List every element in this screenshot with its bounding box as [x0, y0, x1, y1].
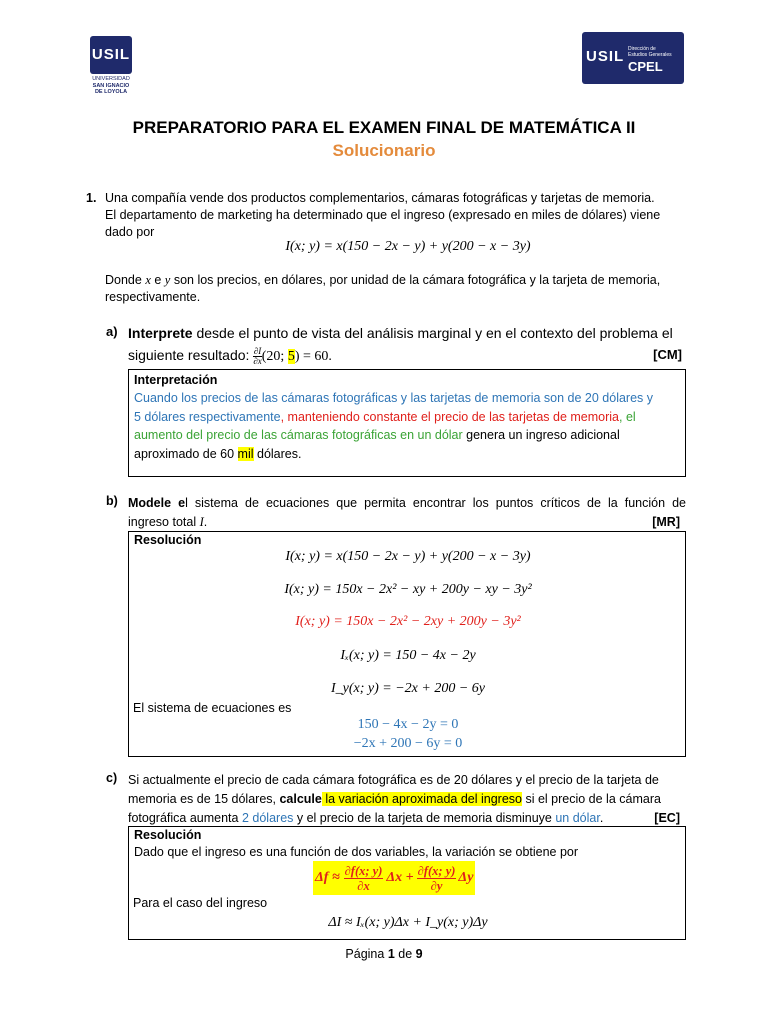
partial-derivative — [253, 347, 261, 366]
part-c-label: c) — [106, 771, 118, 785]
part-a-label: a) — [106, 324, 118, 339]
text-run: dólares. — [253, 446, 302, 461]
text-run: (20; — [261, 349, 288, 364]
usil-logo-left — [90, 36, 132, 74]
text-line: Cuando los precios de las cámaras fotográficas y las tarjetas de memoria son de 20 dólares y — [134, 391, 654, 405]
text-line — [128, 790, 686, 809]
text-line: El departamento de marketing ha determinado que el ingreso (expresado en miles de dólares) viene — [105, 208, 661, 222]
equation-highlighted: I(x; y) = 150x − 2x² − 2xy + 200y − 3y² — [295, 614, 521, 629]
text-line: respectivamente. — [105, 290, 201, 304]
page-footer — [0, 947, 768, 961]
part-b-label: b) — [106, 494, 118, 508]
part-a-statement — [128, 322, 688, 368]
text-run: un dólar — [555, 811, 600, 825]
text-run: e — [150, 273, 165, 287]
equation: I(x; y) = x(150 − 2x − y) + y(200 − x − 3y) — [285, 549, 531, 564]
text-line — [105, 272, 695, 289]
page-number: 1 — [387, 947, 395, 961]
text-line — [128, 494, 686, 513]
competency-tag: [EC] — [654, 811, 680, 825]
fraction-denominator: ∂x — [357, 878, 370, 893]
interpretation-text — [134, 389, 680, 463]
text-run: l sistema de ecuaciones que permita encontrar los puntos críticos de la función de — [185, 496, 686, 510]
text-run: si el precio de la cámara — [521, 792, 661, 806]
footer-text: de — [394, 947, 416, 961]
text-run: genera un ingreso adicional — [462, 428, 620, 442]
variables-description — [105, 272, 695, 306]
formula-term: Δy — [458, 870, 474, 885]
fraction-denominator: ∂y — [430, 878, 443, 893]
text-run: 5 dólares respectivamente — [134, 409, 281, 424]
box-title: Resolución — [134, 828, 202, 842]
highlighted-word: mil — [237, 446, 254, 461]
system-label: El sistema de ecuaciones es — [133, 701, 292, 715]
problem-number: 1. — [86, 191, 97, 205]
page-title: PREPARATORIO PARA EL EXAMEN FINAL DE MATEMÁTICA II — [132, 118, 636, 137]
highlighted-phrase: la variación aproximada del ingreso — [321, 792, 522, 806]
income-formula: I(x; y) = x(150 − 2x − y) + y(200 − x − 3y) — [285, 239, 531, 254]
fraction-denominator: ∂x — [253, 355, 262, 366]
text-run: . — [203, 515, 208, 529]
text-run: siguiente resultado: — [128, 347, 254, 363]
competency-tag: [CM] — [653, 347, 682, 362]
text-line: Dado que el ingreso es una función de dos variables, la variación se obtiene por — [134, 845, 579, 859]
text-run: y el precio de la tarjeta de memoria disminuye — [293, 811, 556, 825]
part-b-statement — [128, 494, 686, 532]
problem-text — [105, 190, 690, 241]
box-title: Resolución — [134, 533, 202, 547]
text-run: ingreso total — [128, 515, 200, 529]
instruction-verb: Modele e — [128, 496, 186, 510]
fraction-numerator: ∂f(x; y) — [417, 863, 456, 878]
fraction — [417, 864, 457, 893]
math-expression — [262, 349, 332, 364]
logo-caption-line: DE LOYOLA — [94, 89, 128, 95]
text-run: aproximado de 60 — [134, 446, 238, 461]
text-line — [134, 445, 680, 464]
text-line: dado por — [105, 225, 155, 239]
box-title: Interpretación — [134, 373, 218, 387]
math-var: y — [164, 273, 171, 287]
text-line — [134, 408, 680, 427]
case-label: Para el caso del ingreso — [133, 896, 268, 910]
text-run: , manteniendo constante el precio de las tarjetas de memoria — [280, 409, 619, 424]
math-var: I — [199, 515, 204, 529]
logo-name: CPEL — [628, 59, 663, 74]
logo-small-text: Dirección de — [628, 46, 656, 52]
text-line — [128, 344, 688, 368]
logo-caption-line: SAN IGNACIO — [92, 82, 130, 89]
logo-mark: USIL — [91, 46, 131, 63]
text-run: ) = 60. — [294, 349, 332, 364]
logo-caption-line: UNIVERSIDAD — [92, 76, 130, 82]
total-differential-formula — [313, 861, 475, 895]
partial-derivative-y: I_y(x; y) = −2x + 200 − 6y — [330, 681, 485, 696]
system-equation: −2x + 200 − 6y = 0 — [353, 736, 463, 751]
instruction-verb: Interprete — [128, 325, 193, 341]
logo-small-text: Estudios Generales — [628, 52, 672, 58]
income-differential: ΔI ≈ Iₓ(x; y)Δx + I_y(x; y)Δy — [328, 915, 488, 930]
text-line: Si actualmente el precio de cada cámara fotográfica es de 20 dólares y el precio de la tarjeta de — [128, 773, 659, 787]
partial-derivative-x: Iₓ(x; y) = 150 − 4x − 2y — [340, 648, 476, 663]
logo-mark: USIL — [586, 48, 625, 65]
part-c-statement — [128, 771, 686, 828]
page-subtitle: Solucionario — [332, 141, 436, 160]
logo-caption — [82, 76, 140, 96]
text-run: memoria es de 15 dólares, — [128, 792, 280, 806]
formula-term: Δx + — [386, 870, 414, 885]
text-run: . — [599, 811, 604, 825]
competency-tag: [MR] — [652, 515, 680, 529]
system-equation: 150 − 4x − 2y = 0 — [357, 717, 459, 732]
text-run: aumento del precio de las cámaras fotográficas en un dólar — [134, 428, 463, 442]
text-run: son los precios, en dólares, por unidad de la cámara fotográfica y la tarjeta de memoria, — [170, 273, 661, 287]
text-line: Una compañía vende dos productos complementarios, cámaras fotográficas y tarjetas de memoria. — [105, 191, 655, 205]
text-line — [134, 426, 680, 445]
math-var: x — [145, 273, 151, 287]
fraction — [344, 864, 384, 893]
text-run: Donde — [105, 273, 146, 287]
equation: I(x; y) = 150x − 2x² − xy + 200y − xy − 3y² — [284, 582, 532, 597]
text-run: fotográfica aumenta — [128, 811, 242, 825]
footer-text: Página — [345, 947, 388, 961]
text-run: 2 dólares — [241, 811, 294, 825]
formula-lhs: Δf ≈ — [315, 870, 340, 885]
interpretation-box — [128, 369, 686, 477]
instruction-verb: calcule — [279, 792, 322, 806]
cpel-logo-right — [582, 32, 684, 84]
highlighted-value: 5 — [287, 349, 295, 364]
text-line — [128, 322, 688, 344]
page-total: 9 — [415, 947, 423, 961]
text-line — [128, 513, 686, 532]
text-run: desde el punto de vista del análisis marginal y en el contexto del problema el — [192, 325, 673, 341]
fraction-numerator: ∂f(x; y) — [344, 863, 383, 878]
text-run: , el — [619, 409, 636, 424]
fraction-numerator: ∂I — [253, 345, 262, 356]
